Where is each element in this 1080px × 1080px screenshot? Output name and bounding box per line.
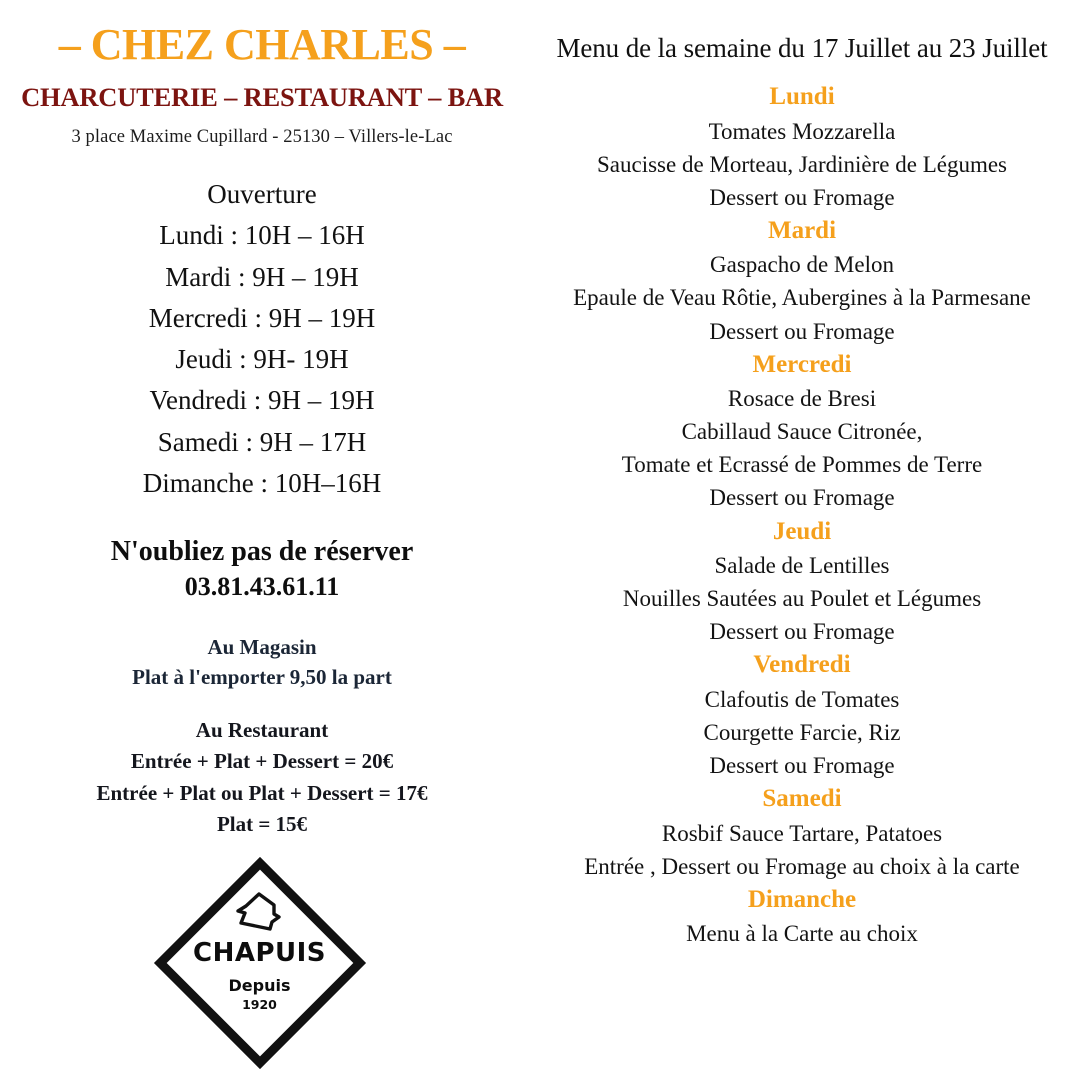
brand-subtitle: CHARCUTERIE – RESTAURANT – BAR — [21, 82, 503, 113]
menu-item: Rosbif Sauce Tartare, Patatoes — [661, 820, 943, 846]
menu-day-dimanche — [524, 883, 1080, 951]
page-title: – CHEZ CHARLES – — [58, 20, 466, 69]
reservation-section — [0, 504, 524, 604]
menu-day-mercredi — [524, 348, 1080, 515]
day-name: Mardi — [767, 216, 837, 244]
menu-item: Dessert ou Fromage — [709, 753, 895, 779]
menu-day-jeudi — [524, 515, 1080, 649]
weekly-menu-column — [524, 0, 1080, 1080]
menu-item: Entrée , Dessert ou Fromage au choix à la carte — [584, 853, 1020, 879]
menu-item: Courgette Farcie, Riz — [703, 720, 901, 746]
hours-row-dimanche: Dimanche : 10H–16H — [142, 468, 382, 498]
opening-hours-heading: Ouverture — [207, 179, 317, 210]
menu-item: Dessert ou Fromage — [709, 184, 895, 210]
day-name: Mercredi — [752, 350, 852, 378]
hours-row-vendredi: Vendredi : 9H – 19H — [149, 385, 375, 416]
logo-depuis-label: Depuis — [228, 976, 291, 995]
menu-day-mardi — [524, 214, 1080, 348]
restaurant-heading: Au Restaurant — [195, 717, 329, 742]
menu-day-samedi — [524, 782, 1080, 883]
menu-item: Dessert ou Fromage — [709, 485, 895, 511]
menu-item: Cabillaud Sauce Citronée, — [681, 419, 923, 445]
menu-item: Epaule de Veau Rôtie, Aubergines à la Parmesane — [573, 285, 1031, 311]
brand-address: 3 place Maxime Cupillard - 25130 – Villers-le-Lac — [71, 127, 453, 148]
menu-item: Dessert ou Fromage — [709, 619, 895, 645]
menu-day-list — [524, 64, 1080, 951]
menu-item: Nouilles Sautées au Poulet et Légumes — [622, 586, 982, 612]
price-formula-full: Entrée + Plat + Dessert = 20€ — [130, 749, 394, 774]
logo-brand-name: CHAPUIS — [192, 938, 327, 968]
menu-item: Dessert ou Fromage — [709, 318, 895, 344]
day-name: Samedi — [762, 785, 842, 813]
menu-item: Salade de Lentilles — [714, 553, 890, 579]
hours-row-jeudi: Jeudi : 9H- 19H — [175, 344, 349, 375]
shop-pricing-section — [0, 604, 524, 693]
day-name: Dimanche — [747, 885, 857, 913]
shop-takeaway-price: Plat à l'emporter 9,50 la part — [132, 665, 392, 690]
menu-day-vendredi — [524, 648, 1080, 782]
hours-row-samedi: Samedi : 9H – 17H — [157, 426, 367, 457]
menu-item: Tomate et Ecrassé de Pommes de Terre — [621, 452, 983, 478]
menu-item: Tomates Mozzarella — [708, 118, 896, 144]
pig-head-icon — [232, 891, 288, 935]
reservation-callout: N'oubliez pas de réserver — [110, 536, 414, 568]
shop-heading: Au Magasin — [207, 634, 317, 659]
hours-row-mardi: Mardi : 9H – 19H — [165, 261, 359, 292]
logo-founding-year: 1920 — [242, 997, 277, 1012]
menu-item: Menu à la Carte au choix — [686, 921, 918, 947]
menu-item: Rosace de Bresi — [727, 386, 877, 412]
hours-row-mercredi: Mercredi : 9H – 19H — [148, 302, 376, 333]
restaurant-pricing-section — [0, 693, 524, 841]
menu-item: Clafoutis de Tomates — [704, 686, 900, 712]
chapuis-logo — [152, 855, 367, 1070]
hours-row-lundi: Lundi : 10H – 16H — [159, 220, 365, 251]
day-name: Jeudi — [772, 517, 832, 545]
opening-hours-section — [0, 148, 524, 504]
day-name: Vendredi — [753, 651, 851, 679]
logo-content — [152, 855, 367, 1070]
phone-number[interactable]: 03.81.43.61.11 — [184, 572, 340, 602]
menu-item: Saucisse de Morteau, Jardinière de Légumes — [596, 151, 1008, 177]
day-name: Lundi — [769, 83, 835, 110]
menu-item: Gaspacho de Melon — [710, 252, 894, 278]
menu-day-lundi — [524, 80, 1080, 214]
price-formula-main-only: Plat = 15€ — [216, 812, 308, 837]
price-formula-two-course: Entrée + Plat ou Plat + Dessert = 17€ — [96, 780, 428, 805]
menu-week-title: Menu de la semaine du 17 Juillet au 23 Juillet — [556, 33, 1048, 63]
